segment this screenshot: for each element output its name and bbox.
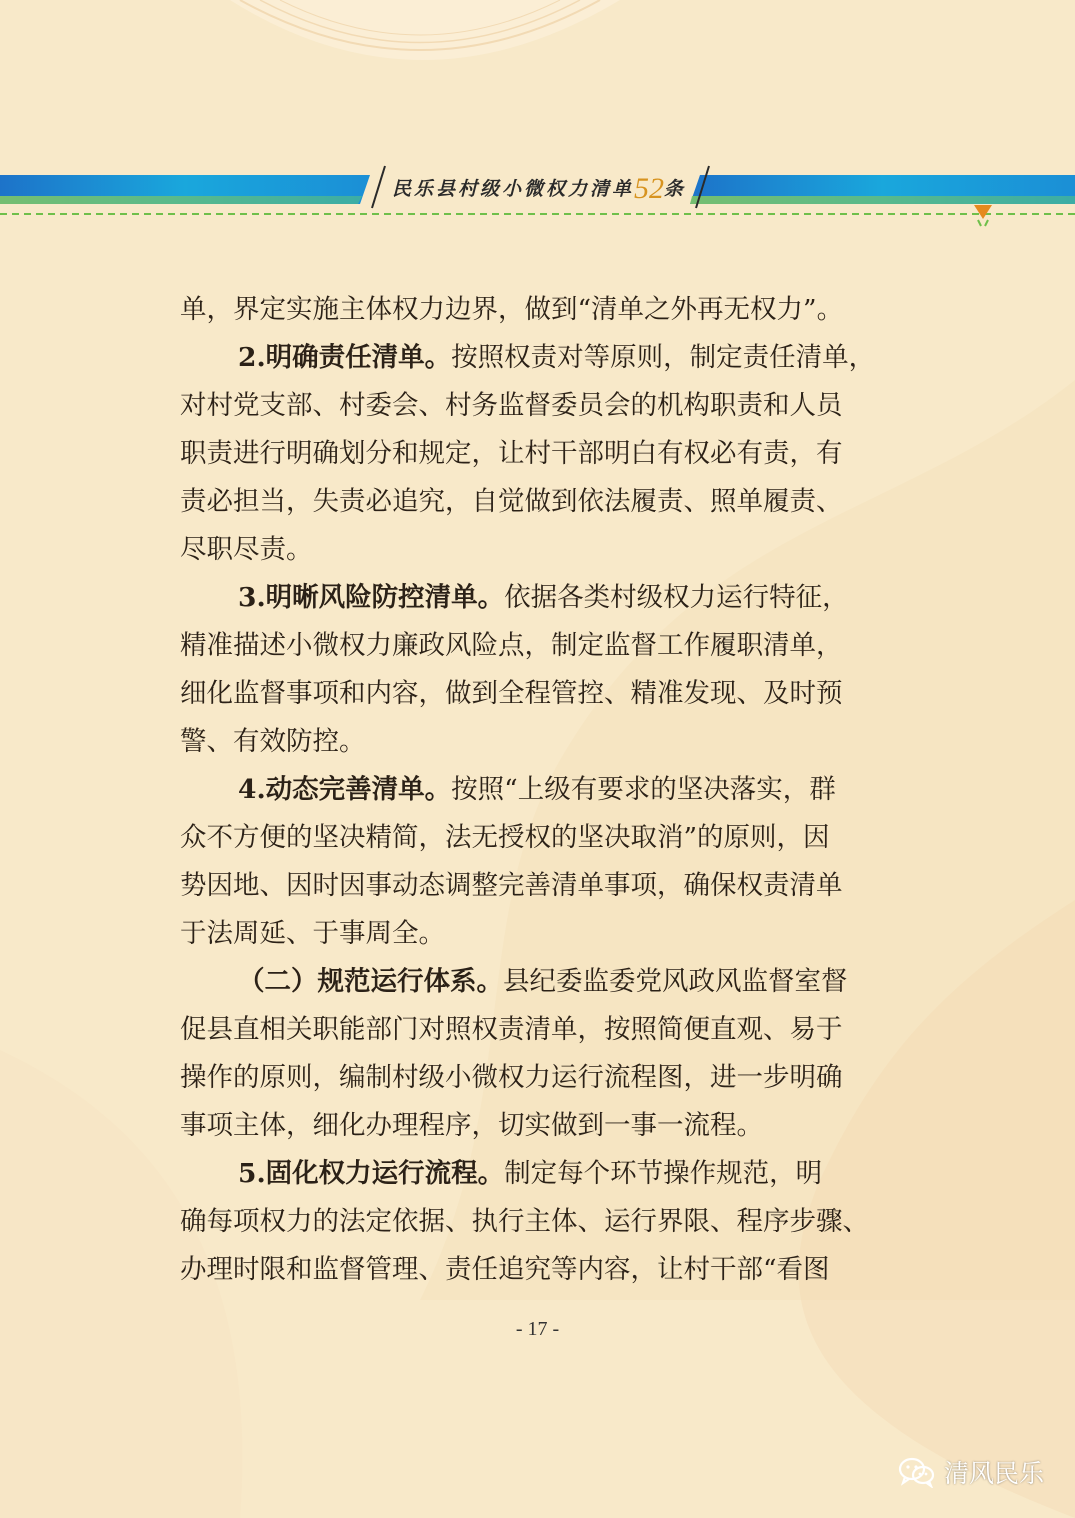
line-text: 警、有效防控。 bbox=[180, 726, 366, 757]
text-line bbox=[180, 526, 900, 574]
text-line bbox=[180, 1198, 900, 1246]
line-text: 对村党支部、村委会、村务监督委员会的机构职责和人员 bbox=[180, 390, 843, 421]
line-text: 单，界定实施主体权力边界，做到“清单之外再无权力”。 bbox=[180, 294, 844, 325]
text-line bbox=[180, 382, 900, 430]
bold-heading: 5.固化权力运行流程。 bbox=[238, 1158, 505, 1189]
body-text bbox=[180, 286, 900, 1294]
text-line bbox=[180, 958, 900, 1006]
line-text: 县纪委监委党风政风监督室督 bbox=[503, 966, 848, 997]
header-title bbox=[392, 172, 692, 206]
text-line bbox=[180, 718, 900, 766]
text-line bbox=[180, 574, 900, 622]
line-text: 尽职尽责。 bbox=[180, 534, 313, 565]
text-line bbox=[180, 1054, 900, 1102]
line-text: 众不方便的坚决精简，法无授权的坚决取消”的原则，因 bbox=[180, 822, 830, 853]
bold-heading: （二）规范运行体系。 bbox=[238, 966, 503, 997]
line-text: 制定每个环节操作规范，明 bbox=[504, 1158, 823, 1189]
text-line bbox=[180, 334, 900, 382]
text-line bbox=[180, 862, 900, 910]
text-line bbox=[180, 910, 900, 958]
header-title-number: 52 bbox=[634, 172, 665, 205]
text-line bbox=[180, 286, 900, 334]
line-text: 办理时限和监督管理、责任追究等内容，让村干部“看图 bbox=[180, 1254, 830, 1285]
line-text: 按照“上级有要求的坚决落实，群 bbox=[451, 774, 836, 805]
text-line bbox=[180, 1102, 900, 1150]
wechat-icon bbox=[898, 1456, 936, 1488]
line-text: 精准描述小微权力廉政风险点，制定监督工作履职清单， bbox=[180, 630, 843, 661]
text-line bbox=[180, 430, 900, 478]
line-text: 事项主体，细化办理程序，切实做到一事一流程。 bbox=[180, 1110, 763, 1141]
bold-heading: 2.明确责任清单。 bbox=[238, 342, 452, 373]
bold-heading: 3.明晰风险防控清单。 bbox=[238, 582, 505, 613]
text-line bbox=[180, 766, 900, 814]
text-line bbox=[180, 1150, 900, 1198]
text-line bbox=[180, 670, 900, 718]
line-text: 细化监督事项和内容，做到全程管控、精准发现、及时预 bbox=[180, 678, 843, 709]
line-text: 按照权责对等原则，制定责任清单， bbox=[451, 342, 876, 373]
text-line bbox=[180, 1006, 900, 1054]
line-text: 职责进行明确划分和规定，让村干部明白有权必有责，有 bbox=[180, 438, 843, 469]
line-text: 依据各类村级权力运行特征， bbox=[504, 582, 849, 613]
header-title-suffix: 条 bbox=[664, 178, 687, 200]
watermark bbox=[898, 1452, 1044, 1492]
text-line bbox=[180, 1246, 900, 1294]
text-line bbox=[180, 622, 900, 670]
header-title-prefix: 民乐县村级小微权力清单 bbox=[392, 178, 635, 200]
text-line bbox=[180, 478, 900, 526]
text-line bbox=[180, 814, 900, 862]
line-text: 促县直相关职能部门对照权责清单，按照简便直观、易于 bbox=[180, 1014, 843, 1045]
line-text: 于法周延、于事周全。 bbox=[180, 918, 445, 949]
line-text: 责必担当，失责必追究，自觉做到依法履责、照单履责、 bbox=[180, 486, 843, 517]
line-text: 确每项权力的法定依据、执行主体、运行界限、程序步骤、 bbox=[180, 1206, 869, 1237]
line-text: 势因地、因时因事动态调整完善清单事项，确保权责清单 bbox=[180, 870, 843, 901]
page-number: - 17 - bbox=[515, 1318, 560, 1340]
bold-heading: 4.动态完善清单。 bbox=[238, 774, 452, 805]
watermark-label: 清风民乐 bbox=[944, 1459, 1045, 1488]
line-text: 操作的原则，编制村级小微权力运行流程图，进一步明确 bbox=[180, 1062, 843, 1093]
